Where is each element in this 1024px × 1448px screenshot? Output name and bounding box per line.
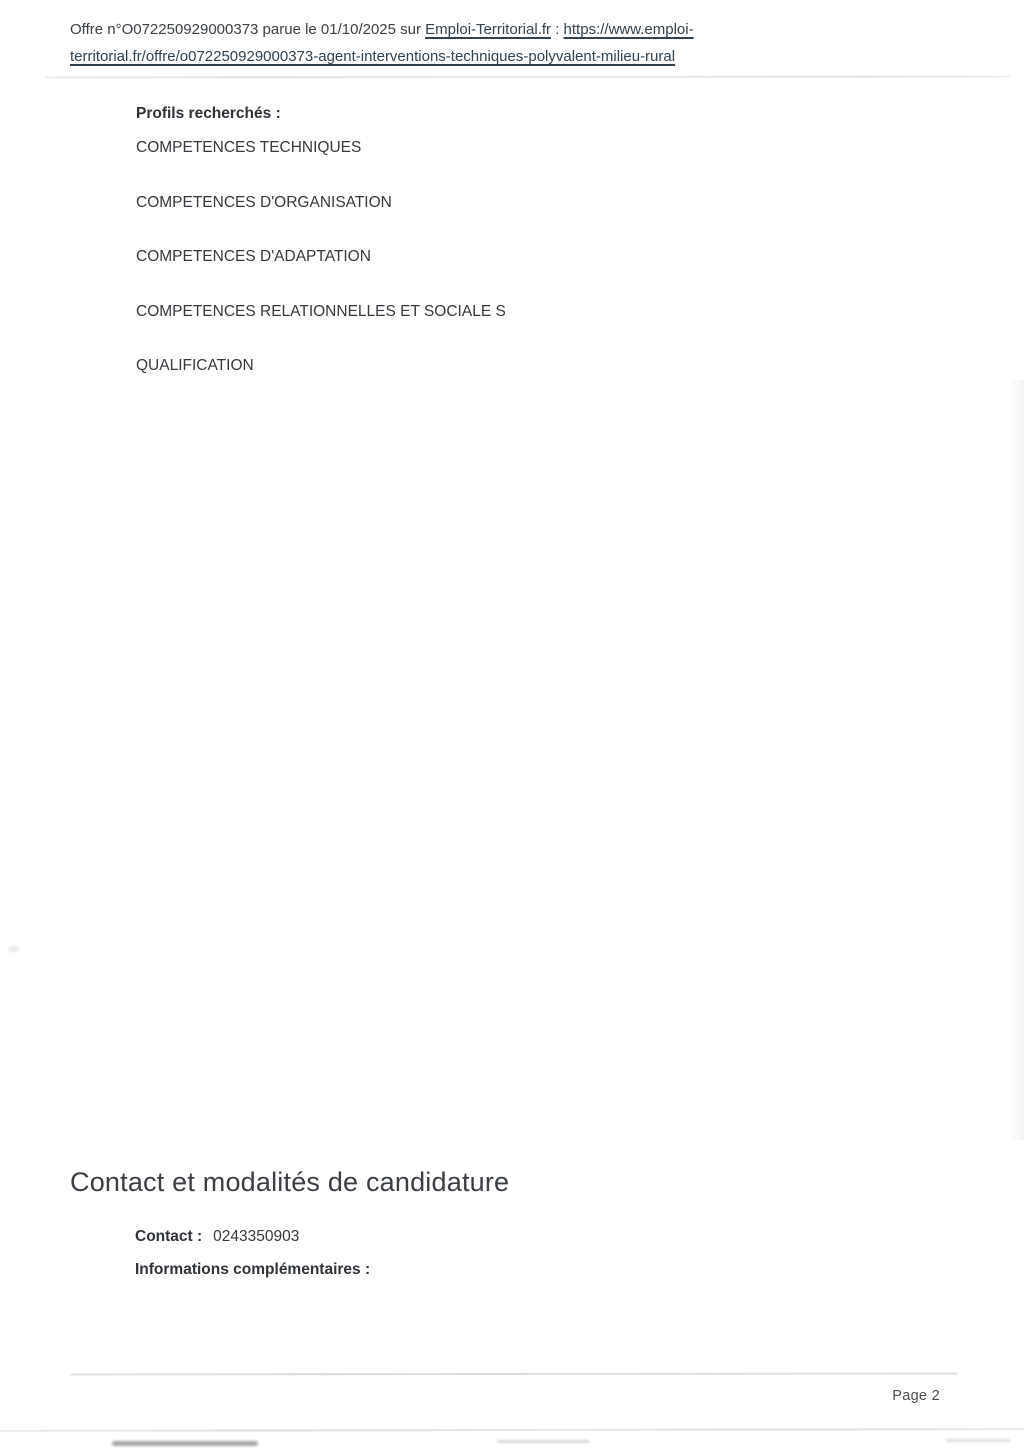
document-body xyxy=(136,93,926,379)
competency-section xyxy=(136,298,926,325)
header-divider xyxy=(45,76,1010,79)
competency-section-title: QUALIFICATION xyxy=(136,357,254,375)
footer-divider xyxy=(70,1373,957,1376)
informations-complementaires-label: Informations complémentaires : xyxy=(135,1261,371,1278)
scan-smudge xyxy=(112,1441,258,1446)
scan-edge-shading xyxy=(1010,380,1024,1140)
offer-url-link-part2[interactable]: territorial.fr/offre/o072250929000373-agent-interventions-techniques-polyvalent-milieu-rural xyxy=(70,48,676,65)
offer-url-link-part1[interactable]: https://www.emploi- xyxy=(563,21,694,38)
site-link[interactable]: Emploi-Territorial.fr xyxy=(425,21,552,38)
offer-reference-text: Offre n°O072250929000373 parue le 01/10/2025 sur xyxy=(70,21,426,38)
scan-smudge xyxy=(497,1440,589,1443)
contact-phone-value: 0243350903 xyxy=(213,1228,300,1245)
scan-smudge xyxy=(946,1439,1010,1442)
competency-section-title: COMPETENCES TECHNIQUES xyxy=(136,139,362,157)
link-separator: : xyxy=(555,21,564,38)
contact-block xyxy=(135,1223,835,1283)
contact-section-heading: Contact et modalités de candidature xyxy=(70,1167,510,1197)
competency-section xyxy=(136,189,926,216)
scan-page-bottom-edge xyxy=(0,1428,1024,1432)
header-line-1 xyxy=(70,16,710,43)
contact-label: Contact : xyxy=(135,1228,203,1245)
competency-section xyxy=(136,134,926,161)
contact-line xyxy=(135,1223,835,1250)
document-header xyxy=(70,16,710,70)
competency-sections xyxy=(136,134,926,379)
competency-section-title: COMPETENCES D'ORGANISATION xyxy=(136,193,392,211)
competency-section-title: COMPETENCES RELATIONNELLES ET SOCIALE S xyxy=(136,302,506,320)
header-line-2 xyxy=(70,43,710,70)
scan-fleck xyxy=(8,946,19,952)
competency-section xyxy=(136,352,926,379)
competency-section-title: COMPETENCES D'ADAPTATION xyxy=(136,248,371,266)
competency-section xyxy=(136,243,926,270)
page-number: Page 2 xyxy=(892,1388,940,1404)
profils-recherches-label: Profils recherchés : xyxy=(136,105,281,122)
